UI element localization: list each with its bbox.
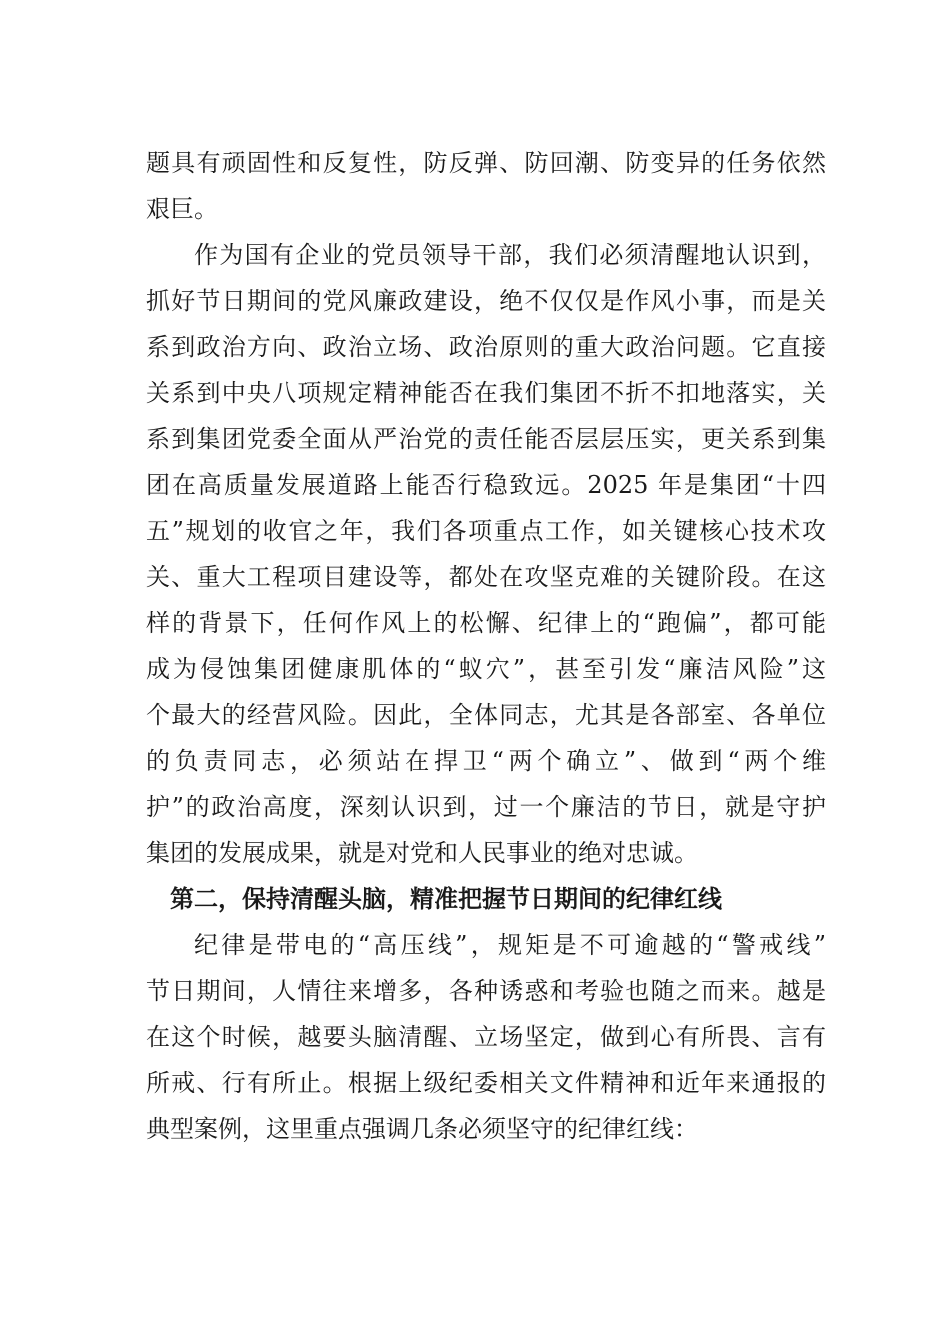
text-line: 在这个时候，越要头脑清醒、立场坚定，做到心有所畏、言有 <box>146 1023 826 1051</box>
text-line: 成为侵蚀集团健康肌体的“蚁穴”，甚至引发“廉洁风险”这 <box>146 655 826 683</box>
text-line: 的负责同志，必须站在捍卫“两个确立”、做到“两个维 <box>146 747 826 775</box>
text-line: 所戒、行有所止。根据上级纪委相关文件精神和近年来通报的 <box>146 1069 826 1097</box>
text-line: 作为国有企业的党员领导干部，我们必须清醒地认识到， <box>194 241 826 269</box>
text-line: 系到集团党委全面从严治党的责任能否层层压实，更关系到集 <box>146 425 826 453</box>
text-line: 关、重大工程项目建设等，都处在攻坚克难的关键阶段。在这 <box>146 563 826 591</box>
document-body <box>146 140 826 1152</box>
text-line: 纪律是带电的“高压线”，规矩是不可逾越的“警戒线” <box>194 931 826 959</box>
section-heading: 第二，保持清醒头脑，精准把握节日期间的纪律红线 <box>170 884 722 913</box>
text-line: 抓好节日期间的党风廉政建设，绝不仅仅是作风小事，而是关 <box>146 287 826 315</box>
text-line: 艰巨。 <box>146 195 218 223</box>
text-line: 节日期间，人情往来增多，各种诱惑和考验也随之而来。越是 <box>146 977 826 1005</box>
text-line: 样的背景下，任何作风上的松懈、纪律上的“跑偏”，都可能 <box>146 609 826 637</box>
text-line: 个最大的经营风险。因此，全体同志，尤其是各部室、各单位 <box>146 701 826 729</box>
text-line: 护”的政治高度，深刻认识到，过一个廉洁的节日，就是守护 <box>146 793 826 821</box>
text-line: 集团的发展成果，就是对党和人民事业的绝对忠诚。 <box>146 839 698 867</box>
text-line: 典型案例，这里重点强调几条必须坚守的纪律红线： <box>146 1115 698 1143</box>
text-line: 系到政治方向、政治立场、政治原则的重大政治问题。它直接 <box>146 333 826 361</box>
text-line: 题具有顽固性和反复性，防反弹、防回潮、防变异的任务依然 <box>146 149 826 177</box>
text-line: 团在高质量发展道路上能否行稳致远。2025 年是集团“十四 <box>146 471 826 499</box>
text-line: 五”规划的收官之年，我们各项重点工作，如关键核心技术攻 <box>146 517 826 545</box>
text-line: 关系到中央八项规定精神能否在我们集团不折不扣地落实，关 <box>146 379 826 407</box>
